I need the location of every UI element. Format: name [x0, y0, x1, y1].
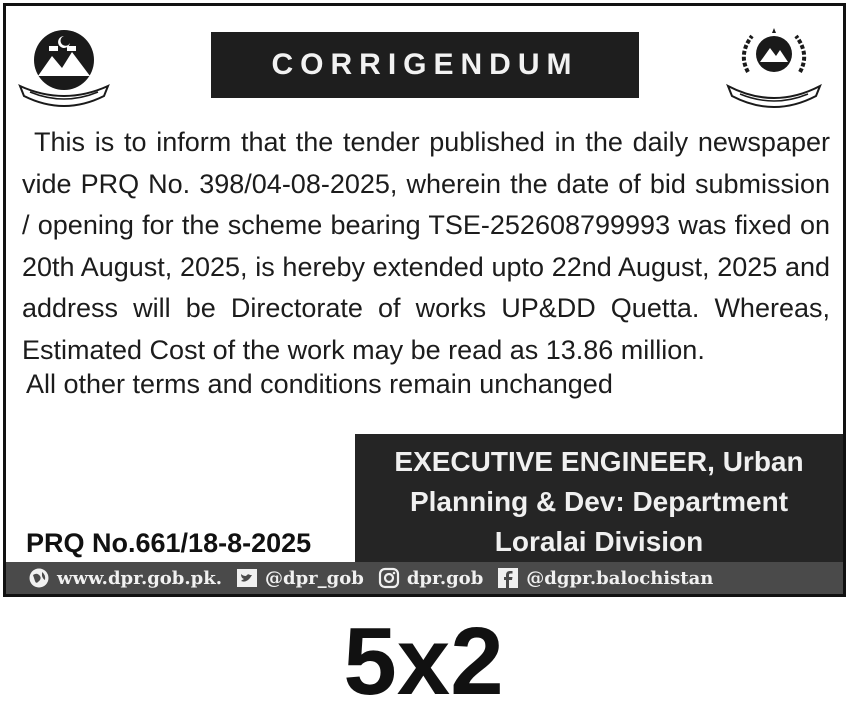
notice-body: This is to inform that the tender published in the daily newspaper vide PRQ No. 398/04-08-2025, wherein the date of bid submission / opening for the scheme bearing TSE-252608799993 was fixed on 20th August, 2025, is hereby extended upto 22nd August, 2025 and address will be Directorate of works UP&DD Quetta. Whereas, Estimated Cost of the work may be read as 13.86 million.	[22, 127, 830, 365]
prq-number: PRQ No.661/18-8-2025	[26, 528, 312, 558]
advertisement	[3, 3, 846, 597]
terms-note: All other terms and conditions remain unchanged	[26, 369, 613, 399]
signature-line-1: EXECUTIVE ENGINEER, Urban	[394, 446, 804, 477]
ad-size-label: 5x2	[343, 608, 504, 715]
instagram-icon	[378, 567, 400, 589]
footer-bar	[6, 562, 843, 594]
balochistan-government-emblem-icon	[16, 26, 112, 108]
notice-title: CORRIGENDUM	[211, 32, 639, 98]
signature-block	[355, 434, 843, 562]
signature-line-2: Planning & Dev: Department	[409, 486, 789, 517]
footer-instagram	[378, 567, 483, 589]
instagram-handle[interactable]: dpr.gob	[406, 567, 484, 589]
website-link[interactable]: www.dpr.gob.pk.	[57, 567, 222, 589]
twitter-handle[interactable]: @dpr_gob	[264, 567, 364, 589]
dgpr-balochistan-emblem-icon	[718, 24, 830, 110]
signature-line-3: Loralai Division	[494, 526, 704, 557]
footer-website	[28, 567, 222, 589]
facebook-icon	[497, 567, 519, 589]
footer-facebook	[497, 567, 713, 589]
globe-icon	[28, 567, 50, 589]
footer-twitter	[236, 567, 364, 589]
facebook-handle[interactable]: @dgpr.balochistan	[526, 567, 714, 589]
twitter-icon	[236, 567, 258, 589]
